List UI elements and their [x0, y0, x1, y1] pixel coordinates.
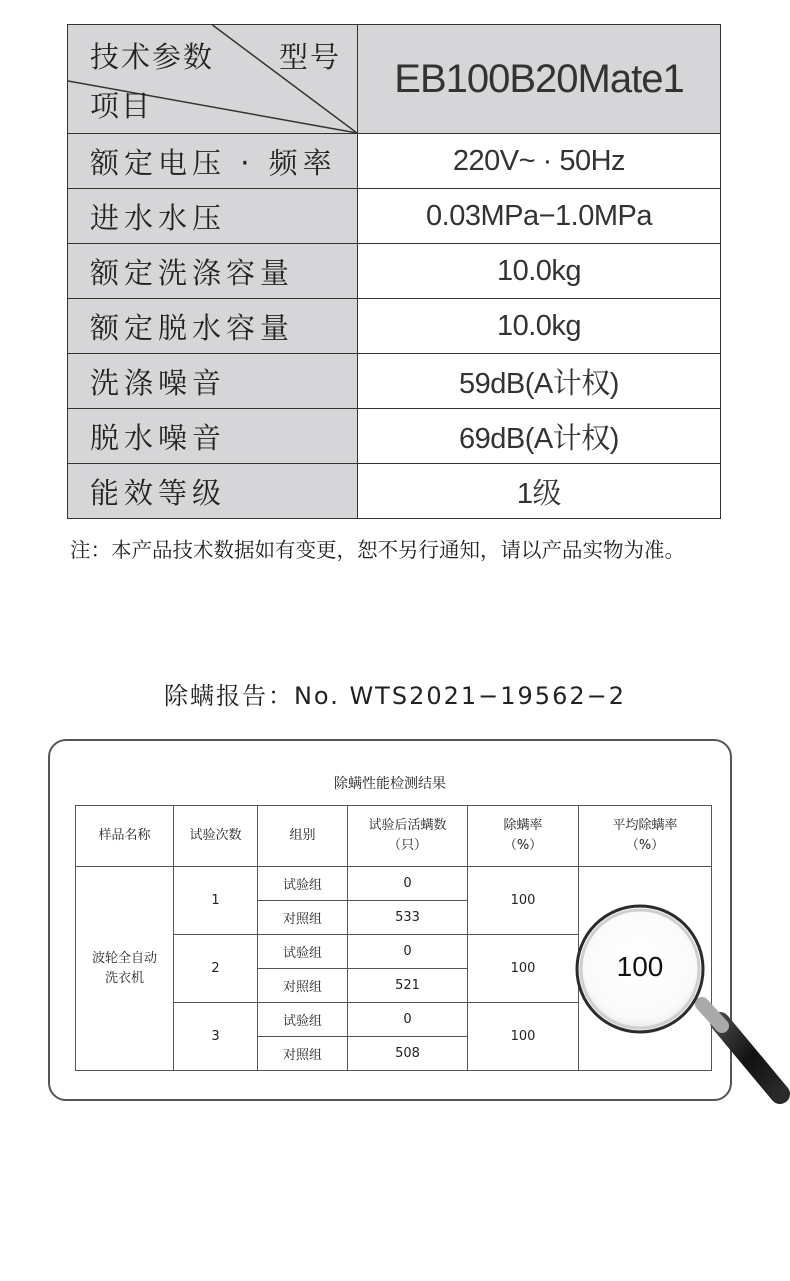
param-label: 技术参数: [90, 40, 215, 74]
spec-label: 进水水压: [68, 189, 358, 244]
spec-label: 洗涤噪音: [68, 354, 358, 409]
report-title: 除螨报告：No. WTS2021−19562−2: [163, 682, 626, 710]
group-name: 对照组: [258, 969, 348, 1003]
model-label: 型号: [278, 40, 341, 74]
spec-row: [68, 354, 721, 409]
spec-label: 能效等级: [68, 464, 358, 519]
spec-value: 69dB(A计权): [358, 409, 721, 464]
spec-row: [68, 244, 721, 299]
spec-value: 59dB(A计权): [358, 354, 721, 409]
spec-row: [68, 464, 721, 519]
live-mites-count: 521: [348, 969, 468, 1003]
sample-name-line1: 波轮全自动: [91, 950, 157, 966]
live-mites-count: 533: [348, 901, 468, 935]
col-trial-no: 试验次数: [174, 806, 258, 867]
col-avg-rate-line2: （%）: [625, 838, 665, 853]
model-value: EB100B20Mate1: [358, 25, 721, 134]
spec-value: 220V~ · 50Hz: [358, 134, 721, 189]
group-name: 对照组: [258, 901, 348, 935]
live-mites-count: 508: [348, 1037, 468, 1071]
col-live-mites: [348, 806, 468, 867]
sample-name-line2: 洗衣机: [104, 970, 144, 986]
average-rate-value: 100: [616, 951, 664, 982]
group-name: 对照组: [258, 1037, 348, 1071]
removal-rate: 100: [468, 867, 579, 935]
spec-label: 额定电压 · 频率: [68, 134, 358, 189]
result-table-title: 除螨性能检测结果: [334, 776, 446, 792]
col-live-mites-line1: 试验后活螨数: [368, 818, 447, 833]
spec-value: 10.0kg: [358, 244, 721, 299]
spec-row: [68, 134, 721, 189]
live-mites-count: 0: [348, 935, 468, 969]
table-row: [76, 867, 712, 901]
spec-table: [67, 24, 721, 519]
trial-no: 3: [174, 1003, 258, 1071]
col-removal-rate-line1: 除螨率: [503, 818, 543, 833]
spec-header-row: [68, 25, 721, 134]
trial-no: 2: [174, 935, 258, 1003]
spec-label: 额定脱水容量: [68, 299, 358, 354]
col-removal-rate-line2: （%）: [503, 838, 543, 853]
col-removal-rate: [468, 806, 579, 867]
col-live-mites-line2: （只）: [387, 838, 427, 853]
removal-rate: 100: [468, 935, 579, 1003]
spec-value: 1级: [358, 464, 721, 519]
magnifying-glass-icon: [574, 900, 790, 1130]
spec-row: [68, 409, 721, 464]
removal-rate: 100: [468, 1003, 579, 1071]
col-sample-name: 样品名称: [76, 806, 174, 867]
sample-name-cell: [76, 867, 174, 1071]
spec-row: [68, 189, 721, 244]
spec-label: 额定洗涤容量: [68, 244, 358, 299]
group-name: 试验组: [258, 1003, 348, 1037]
group-name: 试验组: [258, 867, 348, 901]
live-mites-count: 0: [348, 1003, 468, 1037]
col-avg-rate: [579, 806, 712, 867]
item-label: 项目: [90, 89, 153, 123]
spec-header-diagonal-cell: [68, 25, 358, 134]
result-header-row: [76, 806, 712, 867]
col-group: 组别: [258, 806, 348, 867]
disclaimer-note: 注：本产品技术数据如有变更，恕不另行通知，请以产品实物为准。: [70, 538, 685, 562]
live-mites-count: 0: [348, 867, 468, 901]
col-avg-rate-line1: 平均除螨率: [612, 818, 678, 833]
group-name: 试验组: [258, 935, 348, 969]
spec-label: 脱水噪音: [68, 409, 358, 464]
spec-value: 10.0kg: [358, 299, 721, 354]
spec-row: [68, 299, 721, 354]
trial-no: 1: [174, 867, 258, 935]
spec-value: 0.03MPa−1.0MPa: [358, 189, 721, 244]
